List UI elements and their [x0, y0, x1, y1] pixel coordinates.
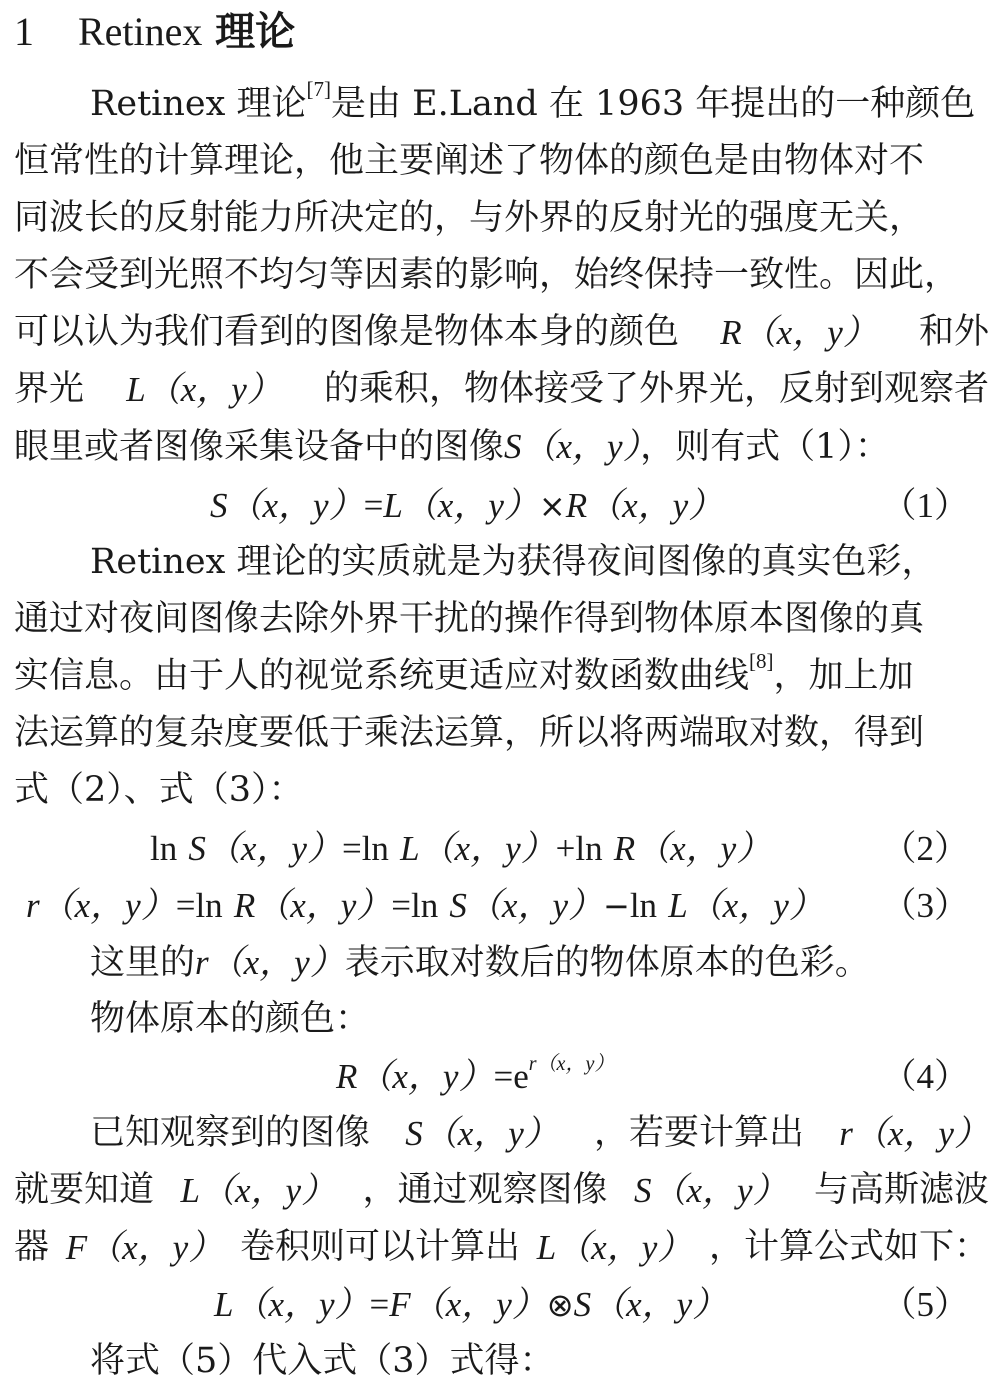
p1-line-7: [14, 418, 989, 475]
math-var: L: [214, 1285, 234, 1324]
math-args: （x，y）: [402, 486, 539, 525]
math-var: L: [126, 370, 146, 409]
math-ln: ln: [629, 886, 658, 925]
p4-line-1: [90, 1105, 989, 1162]
math-ln: ln: [575, 829, 603, 868]
math-args: （x，y）: [635, 829, 772, 868]
p1-line-6: [14, 361, 989, 418]
text: ，计算公式如下：: [708, 1227, 989, 1267]
text: 这里的: [90, 943, 196, 983]
equation-2: [14, 820, 989, 877]
math-var: S: [573, 1285, 592, 1324]
math-var: S: [405, 1114, 423, 1153]
p2-line-1: Retinex 理论的实质就是为获得夜间图像的真实色彩，: [90, 542, 937, 582]
section-number: 1: [14, 9, 34, 54]
text: 是由 E.Land 在 1963 年提出的一种颜色: [330, 84, 976, 124]
math-args: （x，y）: [651, 1171, 788, 1210]
text: ，通过观察图像: [362, 1170, 608, 1210]
text: 界光: [14, 369, 85, 409]
text: 与高斯滤波: [813, 1170, 989, 1210]
math-ln: ln: [411, 886, 439, 925]
math-args: （x，y）: [357, 1057, 494, 1096]
text: 眼里或者图像采集设备中的图像: [14, 427, 505, 467]
math-args: （x，y）: [521, 427, 641, 466]
math-exponent-var: r: [528, 1053, 537, 1075]
math-equals: =: [391, 886, 412, 925]
math-operator: ×: [538, 487, 566, 525]
math-args: （x，y）: [255, 886, 392, 925]
math-var: L: [383, 486, 403, 525]
text: ，加上加: [773, 656, 914, 696]
math-var: r: [26, 886, 40, 925]
text: ，若要计算出: [594, 1113, 805, 1153]
text: 的乘积，物体接受了外界光，反射到观察者: [323, 369, 989, 409]
math-equals: =: [341, 829, 362, 868]
math-var: r: [839, 1114, 853, 1153]
math-args: （x，y）: [145, 370, 282, 409]
text: 实信息。由于人的视觉系统更适应对数函数曲线: [14, 656, 750, 696]
section-title-cjk: 理论: [215, 9, 296, 55]
text: 已知观察到的图像: [90, 1113, 371, 1153]
text: 可以认为我们看到的图像是物体本身的颜色: [14, 312, 680, 352]
text: Retinex 理论: [90, 84, 307, 124]
p4-line-2: [14, 1162, 989, 1219]
math-ln: ln: [195, 886, 223, 925]
math-equals: =: [369, 1285, 390, 1324]
equation-number: （1）: [881, 486, 969, 525]
equation-1: [14, 477, 989, 534]
math-args: （x，y）: [39, 886, 176, 925]
math-var: R: [720, 313, 742, 352]
text: 卷积则可以计算出: [239, 1227, 520, 1267]
p4-line-3: [14, 1219, 989, 1276]
math-args: （x，y）: [741, 313, 878, 352]
equation-5: [14, 1276, 989, 1333]
p1-line-3: 同波长的反射能力所决定的，与外界的反射光的强度无关，: [14, 198, 925, 238]
math-args: （x，y）: [205, 829, 342, 868]
text: ，则有式（1）：: [640, 427, 890, 467]
math-operator: −: [603, 887, 630, 925]
math-args: （x，y）: [466, 886, 603, 925]
math-args: （x，y）: [556, 1228, 693, 1267]
math-var: F: [65, 1228, 88, 1267]
citation-ref: [7]: [306, 77, 331, 102]
math-var: S: [504, 427, 522, 466]
text: 器: [14, 1227, 50, 1267]
math-args: （x，y）: [227, 486, 364, 525]
p5-line-1: 将式（5）代入式（3）式得：: [90, 1341, 555, 1381]
math-var: S: [210, 486, 228, 525]
math-operator: ⊗: [546, 1286, 574, 1324]
math-equals: =: [363, 486, 384, 525]
math-var: F: [389, 1285, 411, 1324]
math-args: （x，y）: [419, 829, 556, 868]
p1-line-1: [90, 76, 989, 133]
math-var: R: [233, 886, 256, 925]
math-equals: =: [493, 1057, 514, 1096]
text: 和外: [918, 312, 989, 352]
math-args: （x，y）: [233, 1285, 370, 1324]
math-args: （x，y）: [687, 886, 824, 925]
section-title-latin: Retinex: [78, 9, 203, 54]
p2-line-2: 通过对夜间图像去除外界干扰的操作得到物体原本图像的真: [14, 599, 925, 639]
p2-line-5: 式（2）、式（3）：: [14, 770, 304, 810]
math-args: （x，y）: [422, 1114, 559, 1153]
math-args: （x，y）: [591, 1285, 728, 1324]
p2-line-4: 法运算的复杂度要低于乘法运算，所以将两端取对数，得到: [14, 713, 925, 753]
math-equals: =: [175, 886, 196, 925]
math-var: L: [536, 1228, 557, 1267]
math-var: L: [400, 829, 420, 868]
p3-line-2: 物体原本的颜色：: [90, 999, 371, 1039]
p2-line-3: [14, 648, 989, 705]
math-exponent-args: （x，y）: [536, 1053, 615, 1075]
p3-line-1: [90, 934, 989, 991]
section-heading: [14, 2, 295, 62]
math-var: R: [565, 486, 588, 525]
math-operator: +: [555, 829, 576, 868]
math-var: R: [336, 1057, 358, 1096]
equation-number: （5）: [881, 1285, 969, 1324]
text: 就要知道: [14, 1170, 155, 1210]
equation-number: （4）: [881, 1057, 969, 1096]
math-args: （x，y）: [199, 1171, 337, 1210]
math-args: （x，y）: [410, 1285, 547, 1324]
math-args: （x，y）: [87, 1228, 224, 1267]
math-args: （x，y）: [852, 1114, 989, 1153]
math-var: R: [613, 829, 636, 868]
equation-number: （2）: [881, 829, 969, 868]
math-ln: ln: [150, 829, 178, 868]
p1-line-5: [14, 304, 989, 361]
text: 表示取对数后的物体原本的色彩。: [344, 943, 870, 983]
p1-line-2: 恒常性的计算理论，他主要阐述了物体的颜色是由物体对不: [14, 141, 925, 181]
math-var: S: [449, 886, 467, 925]
math-var: L: [668, 886, 688, 925]
equation-3: [14, 877, 989, 934]
math-var: S: [188, 829, 206, 868]
math-ln: ln: [361, 829, 389, 868]
math-var: r: [195, 943, 209, 982]
equation-4: [14, 1048, 989, 1105]
citation-ref: [8]: [749, 649, 774, 674]
math-var: L: [180, 1171, 200, 1210]
math-var: S: [633, 1171, 652, 1210]
p1-line-4: 不会受到光照不均匀等因素的影响，始终保持一致性。因此，: [14, 255, 960, 295]
equation-number: （3）: [881, 886, 969, 925]
math-args: （x，y）: [587, 486, 724, 525]
math-base: e: [513, 1057, 529, 1096]
math-args: （x，y）: [208, 943, 345, 982]
